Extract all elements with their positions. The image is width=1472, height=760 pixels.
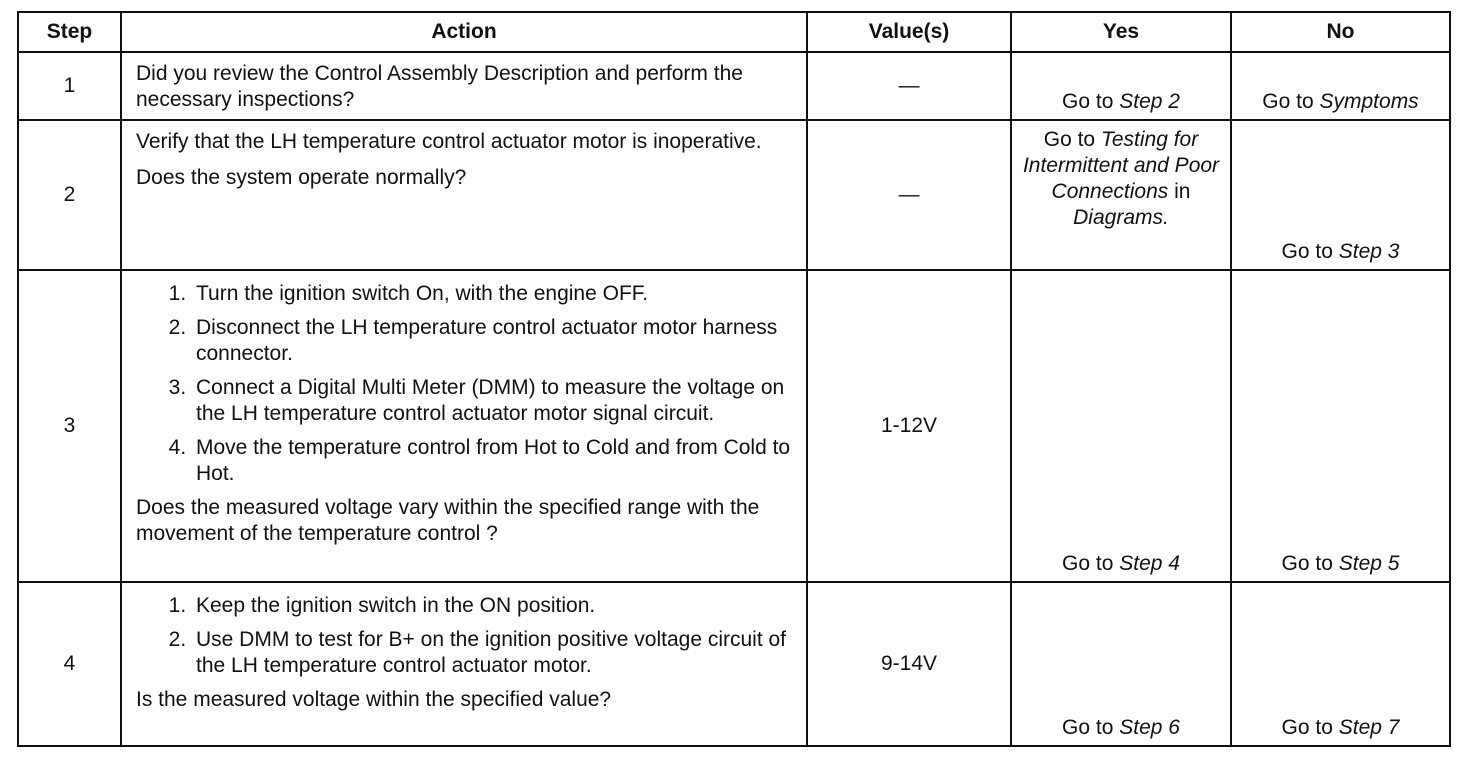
step-number: 2 <box>18 120 121 270</box>
no-prefix: Go to <box>1281 716 1339 739</box>
list-item: 1. Keep the ignition switch in the ON position. <box>192 593 794 619</box>
yes-link[interactable]: Step 4 <box>1119 552 1180 575</box>
list-item: 1. Turn the ignition switch On, with the engine OFF. <box>192 281 794 307</box>
yes-prefix: Go to <box>1062 90 1120 113</box>
table-row <box>18 120 1450 270</box>
list-item: 4. Move the temperature control from Hot to Cold and from Cold to Hot. <box>192 435 794 487</box>
step-number: 4 <box>18 582 121 746</box>
header-action: Action <box>121 12 807 52</box>
no-cell[interactable] <box>1231 120 1450 270</box>
action-text: Did you review the Control Assembly Description and perform the necessary inspections? <box>136 62 743 111</box>
no-prefix: Go to <box>1281 552 1339 575</box>
action-steps-list <box>136 593 794 679</box>
step-number: 1 <box>18 52 121 120</box>
no-cell[interactable] <box>1231 270 1450 582</box>
no-link[interactable]: Step 5 <box>1338 552 1400 575</box>
list-item: 2. Use DMM to test for B+ on the ignition positive voltage circuit of the LH temperature control actuator motor. <box>192 627 794 679</box>
table-row <box>18 582 1450 746</box>
header-row <box>18 12 1450 52</box>
yes-link[interactable]: Testing for Intermittent and Poor Connections <box>1022 128 1220 203</box>
action-text: Verify that the LH temperature control actuator motor is inoperative. <box>136 130 762 153</box>
table-row <box>18 52 1450 120</box>
yes-cell[interactable] <box>1011 582 1231 746</box>
list-item: 3. Connect a Digital Multi Meter (DMM) to measure the voltage on the LH temperature control actuator motor signal circuit. <box>192 375 794 427</box>
header-step: Step <box>18 12 121 52</box>
action-cell <box>121 52 807 120</box>
no-cell[interactable] <box>1231 582 1450 746</box>
header-values: Value(s) <box>807 12 1011 52</box>
no-link[interactable]: Step 7 <box>1338 716 1400 739</box>
action-question: Is the measured voltage within the specified value? <box>136 688 612 711</box>
no-prefix: Go to <box>1281 240 1339 263</box>
no-cell[interactable] <box>1231 52 1450 120</box>
value-cell: 9-14V <box>807 582 1011 746</box>
value-cell: 1-12V <box>807 270 1011 582</box>
no-link[interactable]: Step 3 <box>1338 240 1400 263</box>
header-yes: Yes <box>1011 12 1231 52</box>
table-row <box>18 270 1450 582</box>
action-cell <box>121 270 807 582</box>
no-prefix: Go to <box>1262 90 1320 113</box>
yes-link-diagrams[interactable]: Diagrams. <box>1073 206 1169 229</box>
step-number: 3 <box>18 270 121 582</box>
yes-link[interactable]: Step 2 <box>1119 90 1180 113</box>
yes-cell[interactable] <box>1011 120 1231 270</box>
action-steps-list <box>136 281 794 487</box>
list-item: 2. Disconnect the LH temperature control actuator motor harness connector. <box>192 315 794 367</box>
value-cell: — <box>807 52 1011 120</box>
yes-prefix: Go to <box>1062 552 1120 575</box>
yes-cell[interactable] <box>1011 52 1231 120</box>
action-question: Does the system operate normally? <box>136 166 467 189</box>
yes-cell[interactable] <box>1011 270 1231 582</box>
value-cell: — <box>807 120 1011 270</box>
action-cell <box>121 120 807 270</box>
action-cell <box>121 582 807 746</box>
yes-suffix: in <box>1168 180 1191 203</box>
action-question: Does the measured voltage vary within the specified range with the movement of the temperature control ? <box>136 496 760 545</box>
yes-link[interactable]: Step 6 <box>1119 716 1180 739</box>
yes-prefix: Go to <box>1043 128 1101 151</box>
yes-prefix: Go to <box>1062 716 1120 739</box>
diagnostic-table <box>17 11 1451 747</box>
header-no: No <box>1231 12 1450 52</box>
no-link[interactable]: Symptoms <box>1319 90 1419 113</box>
